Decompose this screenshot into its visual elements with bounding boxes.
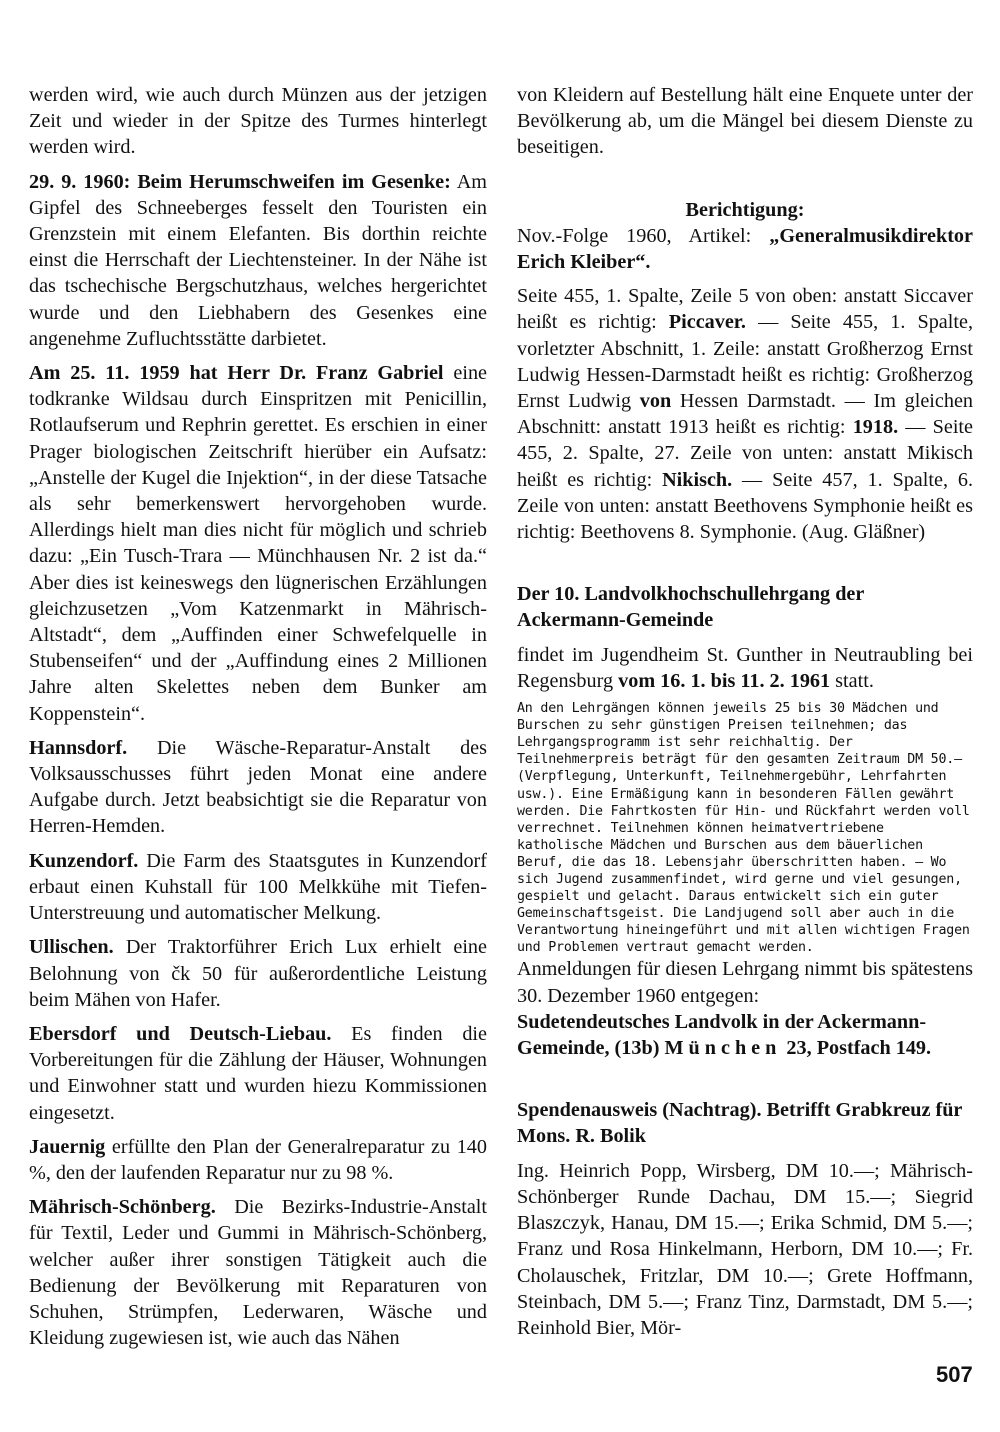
- course-registration: Anmeldungen für diesen Lehrgang nimmt bis spätestens 30. Dezember 1960 entgegen:: [517, 958, 973, 1007]
- item-body: Die Wäsche-Reparatur-Anstalt des Volksausschusses führt jeden Monat eine andere Aufgabe durch. Jetzt beabsichtigt sie die Reparatur von Herren-Hemden.: [29, 736, 487, 838]
- course-intro: findet im Jugendheim St. Gunther in Neutraubling bei Regensburg vom 16. 1. bis 11. 2. 1961 statt.: [517, 643, 973, 692]
- correction-heading: Berichtigung:: [685, 198, 805, 221]
- news-item: [29, 360, 487, 727]
- news-item: [29, 735, 487, 840]
- news-item: [29, 848, 487, 927]
- item-lead: Am 25. 11. 1959 hat Herr Dr. Franz Gabriel: [29, 362, 444, 385]
- item-lead: Ebersdorf und Deutsch-Liebau.: [29, 1022, 332, 1045]
- news-item: [29, 1194, 487, 1351]
- correction-intro: Nov.-Folge 1960, Artikel: „Generalmusikdirektor Erich Kleiber“.: [517, 224, 973, 274]
- correction-body: Seite 455, 1. Spalte, Zeile 5 von oben: anstatt Siccaver heißt es richtig: Piccaver. — Seite 455, 1. Spalte, vorletzter Abschnitt, 1. Zeile: anstatt Großherzog Ernst Ludwig Hessen-Darmstadt heißt es richtig: Großherzog Ernst Ludwig von Hessen Darmstadt. — Im gleichen Abschnitt: anstatt 1913 heißt es richtig: 1918. — Seite 455, 2. Spalte, 27. Zeile von unten: anstatt Mikisch heißt es richtig: Nikisch. — Seite 457, 1. Spalte, 6. Zeile von unten: anstatt Beethovens Symphonie heißt es richtig: Beethovens 8. Symphonie. (Aug. Gläßner): [517, 285, 973, 544]
- news-item: [29, 1021, 487, 1126]
- donation-heading: Spendenausweis (Nachtrag). Betrifft Grabkreuz für Mons. R. Bolik: [517, 1099, 963, 1148]
- page-number: 507: [936, 1362, 973, 1387]
- news-item: [29, 169, 487, 352]
- item-body: Die Bezirks-Industrie-Anstalt für Textil, Leder und Gummi in Mährisch-Schönberg, welcher außer ihrer sonstigen Tätigkeit auch die Bedienung der Bevölkerung mit Reparaturen von Schuhen, Strümpfen, Lederwaren, Wäsche und Kleidung zugewiesen ist, wie auch das Nähen: [29, 1196, 487, 1350]
- item-body: eine todkranke Wildsau durch Einspritzen mit Penicillin, Rotlaufserum und Rephrin gerettet. Es erschien in einer Prager biologischen Zeitschrift hierüber ein Aufsatz: „Anstelle der Kugel die Injektion“, in der diese Tatsache als sehr bemerkenswert hervorgehoben wurde. Allerdings hielt man dies nicht für möglich und schrieb dazu: „Ein Tusch-Trara — Münchhausen Nr. 2 ist da.“ Aber dies ist keineswegs den lügnerischen Erzählungen gleichzusetzen „Vom Katzenmarkt in Mährisch-Altstadt“, dem „Auffinden einer Schwefelquelle in Stubenseifen“ und der „Auffindung eines 2 Millionen Jahre alten Skelettes neben dem Bunker am Koppenstein“.: [29, 362, 488, 725]
- item-body: Die Farm des Staatsgutes in Kunzendorf erbaut einen Kuhstall für 100 Melkkühe mit Tiefen-Unterstreuung und automatischer Melkung.: [29, 849, 487, 925]
- donation-list: Ing. Heinrich Popp, Wirsberg, DM 10.—; Mährisch-Schönberger Runde Dachau, DM 15.—; Siegrid Blaszczyk, Hanau, DM 15.—; Erika Schmid, DM 5.—; Franz und Rosa Hinkelmann, Herborn, DM 10.—; Fr. Cholauschek, Fritzlar, DM 10.—; Grete Hoffmann, Steinbach, DM 5.—; Franz Tinz, Darmstadt, DM 5.—; Reinhold Bier, Mör-: [517, 1159, 973, 1339]
- paragraph: von Kleidern auf Bestellung hält eine Enquete unter der Bevölkerung ab, um die Mängel bei diesem Dienste zu beseitigen.: [517, 84, 973, 159]
- correction-article: „Generalmusikdirektor Erich Kleiber“.: [517, 224, 973, 274]
- item-lead: Mährisch-Schönberg.: [29, 1196, 216, 1219]
- item-lead: Kunzendorf.: [29, 849, 139, 872]
- item-body: erfüllte den Plan der Generalreparatur zu 140 %, den der laufenden Reparatur nur zu 98 %.: [29, 1135, 487, 1184]
- item-body: Es finden die Vorbereitungen für die Zählung der Häuser, Wohnungen und Einwohner statt und wurden hiezu Kommissionen eingesetzt.: [29, 1022, 487, 1124]
- news-item: [29, 934, 487, 1013]
- paragraph: werden wird, wie auch durch Münzen aus der jetzigen Zeit und wieder in der Spitze des Turmes hinterlegt werden wird.: [29, 84, 487, 159]
- course-details: An den Lehrgängen können jeweils 25 bis 30 Mädchen und Burschen zu sehr günstigen Preisen teilnehmen; das Lehrgangsprogramm ist sehr reichhaltig. Der Teilnehmerpreis beträgt für den gesamten Zeitraum DM 50.— (Verpflegung, Unterkunft, Teilnehmergebühr, Lehrfahrten usw.). Eine Ermäßigung kann in besonderen Fällen gewährt werden. Die Fahrtkosten für Hin- und Rückfahrt werden voll verrechnet. Teilnehmen können heimatvertriebene katholische Mädchen und Burschen aus dem bäuerlichen Beruf, die das 18. Lebensjahr überschritten haben. — Wo sich Jugend zusammenfindet, wird gerne und viel gesungen, gespielt und gelacht. Daraus entwickelt sich ein guter Gemeinschaftsgeist. Die Landjugend soll aber auch in die Verantwortung hineingeführt und mit allen wichtigen Fragen und Problemen vertraut gemacht werden.: [517, 701, 970, 956]
- item-lead: Ullischen.: [29, 936, 114, 959]
- item-lead: 29. 9. 1960: Beim Herumschweifen im Gesenke:: [29, 170, 451, 193]
- course-dates: vom 16. 1. bis 11. 2. 1961: [618, 669, 831, 692]
- course-city: München: [664, 1037, 782, 1060]
- item-body: Am Gipfel des Schneeberges fesselt den Touristen ein Grenzstein mit einem Elefanten. Bis dorthin reichte einst die Herrschaft der Liechtensteiner. In der Nähe ist das tschechische Bergschutzhaus, welches hergerichtet wurde und den Liebhabern des Gesenkes eine angenehme Zufluchtsstätte darbietet.: [29, 170, 487, 350]
- course-heading: Der 10. Landvolkhochschullehrgang der Ackermann-Gemeinde: [517, 583, 864, 632]
- course-address: Sudetendeutsches Landvolk in der Ackermann-Gemeinde, (13b) München 23, Postfach 149.: [517, 1010, 932, 1060]
- item-lead: Jauernig: [29, 1135, 106, 1158]
- item-body: Der Traktorführer Erich Lux erhielt eine Belohnung von čk 50 für außerordentliche Leistung beim Mähen von Hafer.: [29, 936, 487, 1011]
- right-column: [517, 82, 973, 1341]
- left-column: [29, 82, 487, 1351]
- news-item: [29, 1134, 487, 1186]
- item-lead: Hannsdorf.: [29, 736, 128, 759]
